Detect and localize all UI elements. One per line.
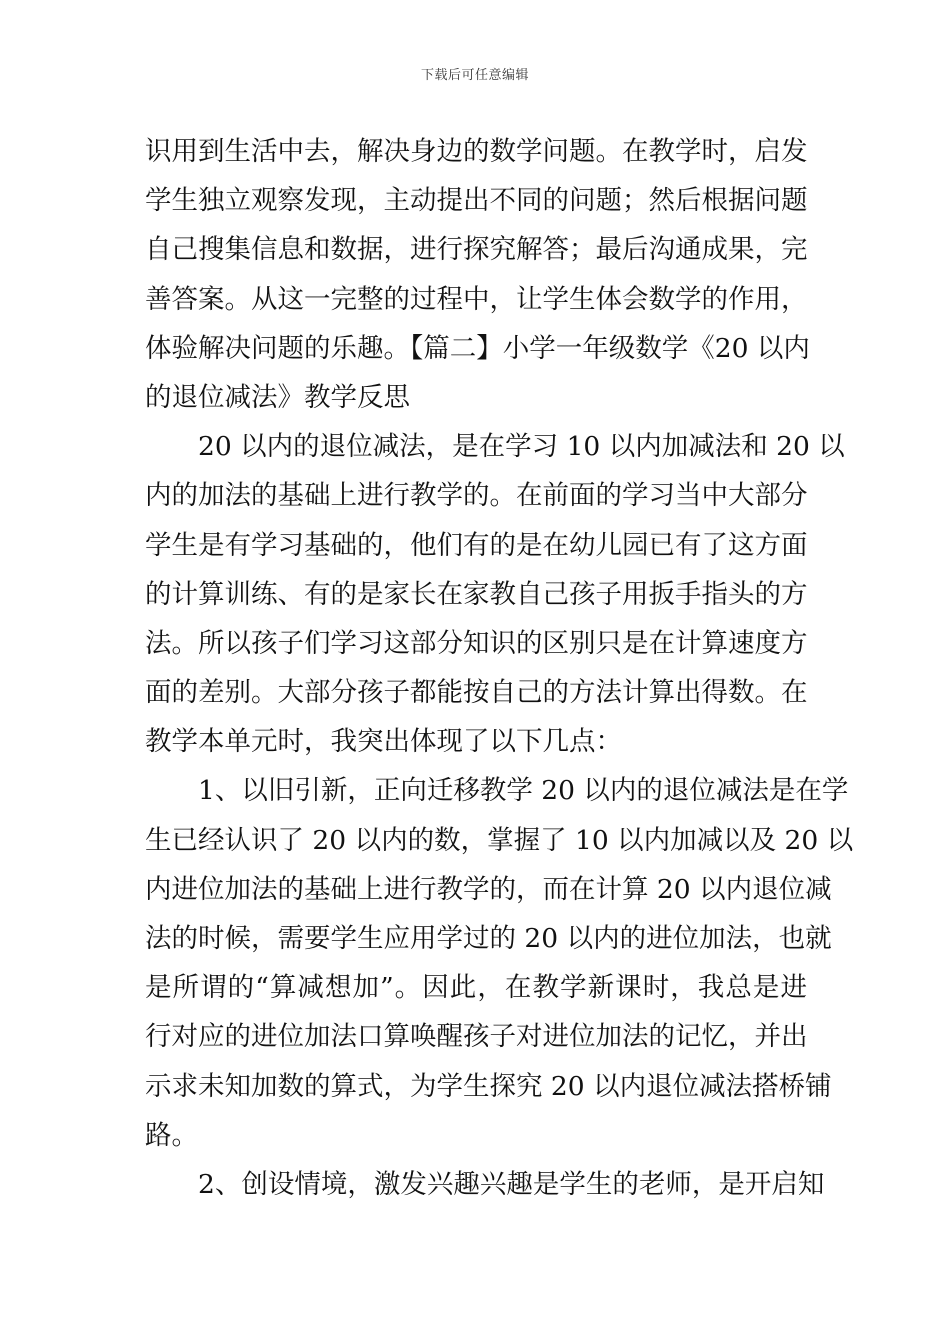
text-line: 生已经认识了 20 以内的数，掌握了 10 以内加减以及 20 以 <box>145 824 854 856</box>
text-line: 体验解决问题的乐趣。【篇二】小学一年级数学《20 以内 <box>145 332 810 364</box>
text-line: 学生独立观察发现，主动提出不同的问题；然后根据问题 <box>145 185 808 217</box>
text-line: 的退位减法》教学反思 <box>145 381 410 413</box>
text-line: 教学本单元时，我突出体现了以下几点： <box>145 726 622 758</box>
document-body <box>145 127 854 1209</box>
text-line: 识用到生活中去，解决身边的数学问题。在教学时，启发 <box>145 136 808 167</box>
text-line: 1、以旧引新，正向迁移教学 20 以内的退位减法是在学 <box>145 775 849 807</box>
text-line: 路。 <box>145 1119 198 1151</box>
text-line: 行对应的进位加法口算唤醒孩子对进位加法的记忆，并出 <box>145 1021 808 1053</box>
text-line: 善答案。从这一完整的过程中，让学生体会数学的作用， <box>145 283 808 315</box>
text-line: 法。所以孩子们学习这部分知识的区别只是在计算速度方 <box>145 627 808 659</box>
text-line: 示求未知加数的算式，为学生探究 20 以内退位减法搭桥铺 <box>145 1070 832 1102</box>
text-line: 是所谓的“算减想加”。因此，在教学新课时，我总是进 <box>145 972 807 1004</box>
text-line: 面的差别。大部分孩子都能按自己的方法计算出得数。在 <box>145 677 808 709</box>
text-line: 20 以内的退位减法，是在学习 10 以内加减法和 20 以 <box>145 431 845 463</box>
page-header: 下载后可任意编辑 <box>420 68 529 83</box>
text-line: 学生是有学习基础的，他们有的是在幼儿园已有了这方面 <box>145 529 808 561</box>
text-line: 法的时候，需要学生应用学过的 20 以内的进位加法，也就 <box>145 923 832 954</box>
text-line: 2、创设情境，激发兴趣兴趣是学生的老师，是开启知 <box>145 1168 825 1200</box>
text-line: 自己搜集信息和数据，进行探究解答；最后沟通成果，完 <box>145 234 808 266</box>
text-line: 内进位加法的基础上进行教学的，而在计算 20 以内退位减 <box>145 873 832 905</box>
text-line: 内的加法的基础上进行教学的。在前面的学习当中大部分 <box>145 480 808 512</box>
text-line: 的计算训练、有的是家长在家教自己孩子用扳手指头的方 <box>145 578 808 610</box>
